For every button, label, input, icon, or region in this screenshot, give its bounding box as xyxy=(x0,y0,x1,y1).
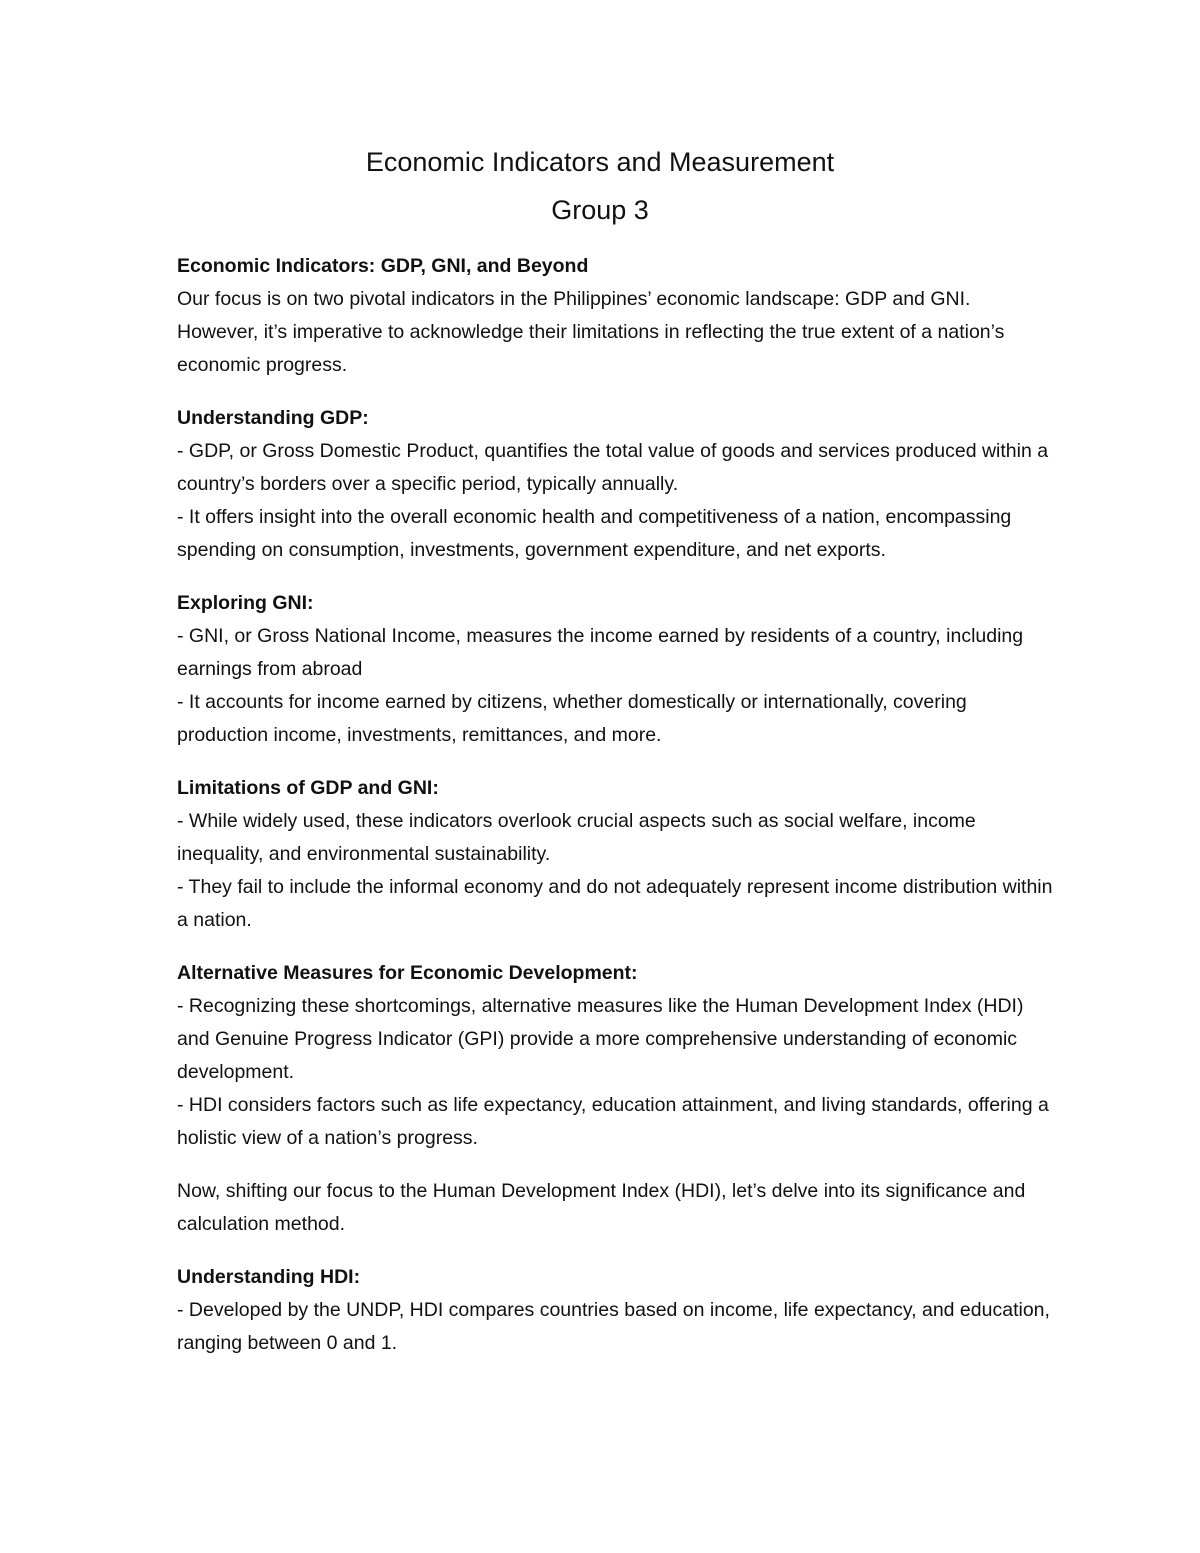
document-subtitle: Group 3 xyxy=(551,195,649,225)
section-paragraph: - They fail to include the informal economy and do not adequately represent income distribution within a nation. xyxy=(177,876,1053,931)
section-paragraph: - GDP, or Gross Domestic Product, quantifies the total value of goods and services produced within a country’s borders over a specific period, typically annually. xyxy=(177,440,1049,495)
section-paragraph: - It offers insight into the overall economic health and competitiveness of a nation, encompassing spending on consumption, investments, government expenditure, and net exports. xyxy=(177,506,1012,561)
section-hdi-transition xyxy=(177,1175,1057,1241)
document-title: Economic Indicators and Measurement xyxy=(365,147,835,177)
section-paragraph: - GNI, or Gross National Income, measures the income earned by residents of a country, including earnings from abroad xyxy=(177,625,1024,680)
section-paragraph: - Developed by the UNDP, HDI compares countries based on income, life expectancy, and education, ranging between 0 and 1. xyxy=(177,1299,1050,1354)
section-exploring-gni xyxy=(177,587,1057,752)
section-heading: Understanding HDI: xyxy=(177,1266,361,1288)
section-paragraph: - HDI considers factors such as life expectancy, education attainment, and living standards, offering a holistic view of a nation’s progress. xyxy=(177,1094,1049,1149)
section-paragraph: Now, shifting our focus to the Human Development Index (HDI), let’s delve into its significance and calculation method. xyxy=(177,1180,1026,1235)
section-limitations xyxy=(177,772,1057,937)
section-understanding-hdi xyxy=(177,1261,1057,1360)
section-economic-indicators xyxy=(177,250,1057,382)
section-heading: Limitations of GDP and GNI: xyxy=(177,777,439,799)
section-heading: Understanding GDP: xyxy=(177,407,369,429)
section-paragraph: Our focus is on two pivotal indicators in the Philippines’ economic landscape: GDP and GNI. However, it’s imperative to acknowledge their limitations in reflecting the true extent of a nation’s economic progress. xyxy=(177,288,1005,376)
section-understanding-gdp xyxy=(177,402,1057,567)
section-paragraph: - Recognizing these shortcomings, alternative measures like the Human Development Index (HDI) and Genuine Progress Indicator (GPI) provide a more comprehensive understanding of economic development. xyxy=(177,995,1024,1083)
document-body xyxy=(177,250,1057,1380)
section-paragraph: - It accounts for income earned by citizens, whether domestically or internationally, covering production income, investments, remittances, and more. xyxy=(177,691,967,746)
section-paragraph: - While widely used, these indicators overlook crucial aspects such as social welfare, income inequality, and environmental sustainability. xyxy=(177,810,976,865)
section-alternative-measures xyxy=(177,957,1057,1155)
section-heading: Economic Indicators: GDP, GNI, and Beyond xyxy=(177,255,589,277)
section-heading: Alternative Measures for Economic Development: xyxy=(177,962,638,984)
section-heading: Exploring GNI: xyxy=(177,592,314,614)
